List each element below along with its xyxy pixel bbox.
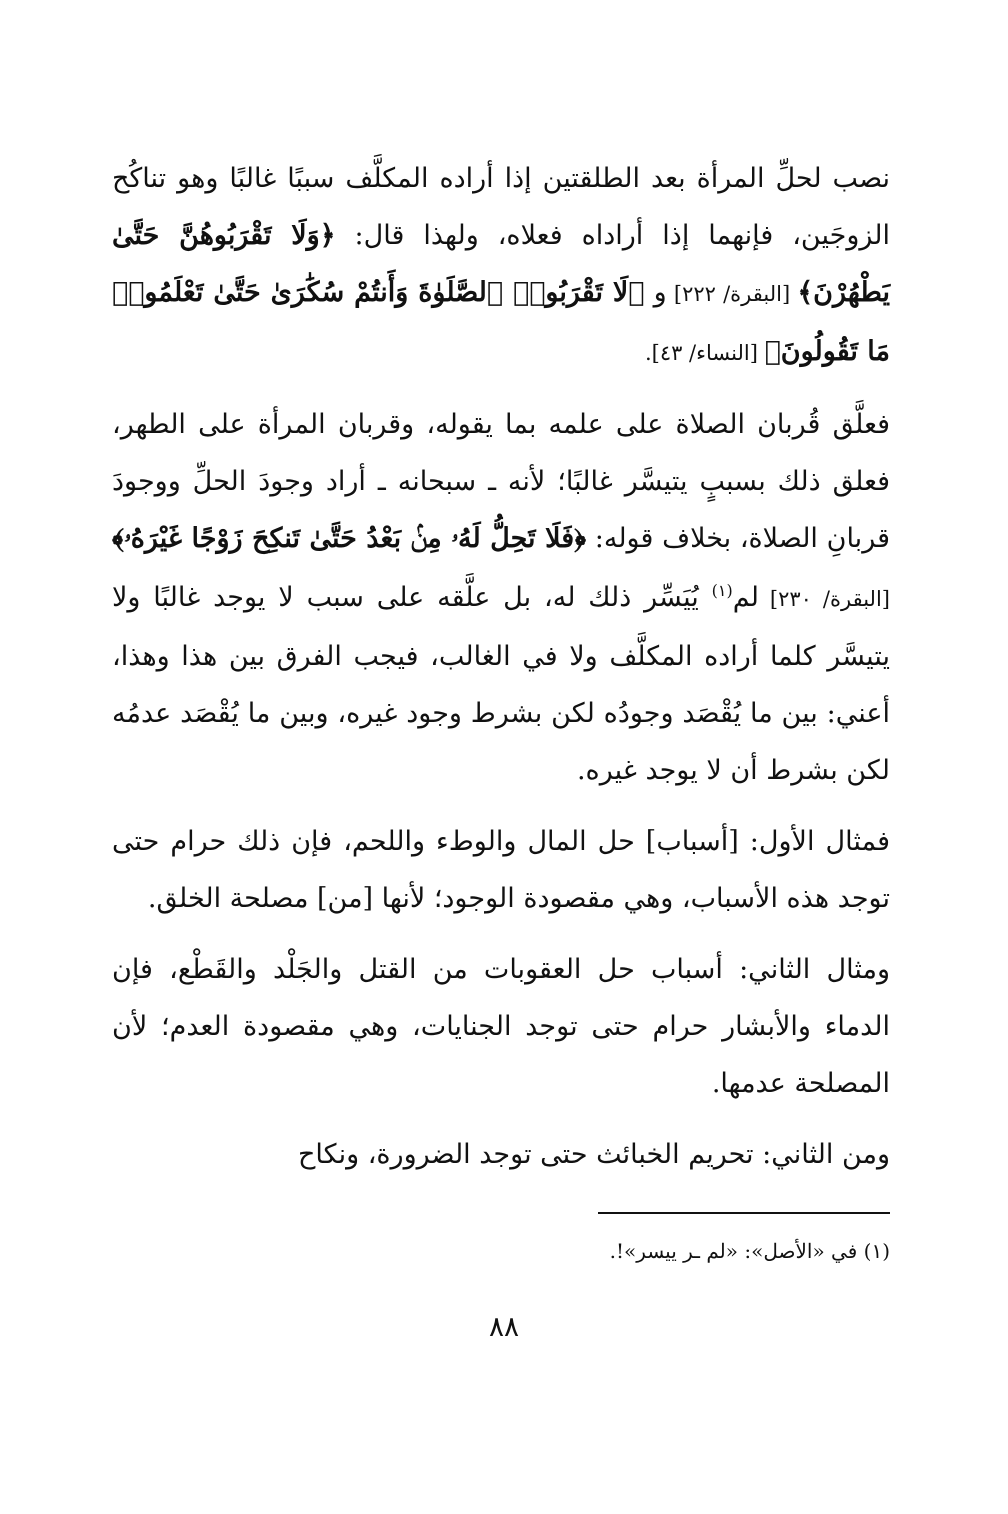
verse-reference-2: [النساء/ ٤٣]. xyxy=(644,341,765,365)
main-text xyxy=(112,150,890,1197)
footnote-divider xyxy=(598,1212,890,1214)
verse-reference-1: [البقرة/ ٢٢٢] xyxy=(666,282,798,306)
connector-text: و xyxy=(644,277,667,308)
paragraph-1 xyxy=(112,150,890,382)
paragraph-5: ومن الثاني: تحريم الخبائث حتى توجد الضرورة، ونكاح xyxy=(298,1139,890,1170)
paragraph-2-lead: فعلَّق قُربان الصلاة على علمه بما يقوله، وقربان المرأة على الطهر، فعلق ذلك بسببٍ يتيسَّر غالبًا؛ لأنه ـ سبحانه ـ أراد وجودَ الحلِّ ووجودَ قربانِ الصلاة، بخلاف قوله: xyxy=(112,409,890,554)
page-number: ٨٨ xyxy=(488,1310,520,1343)
paragraph-2-before-note: لم xyxy=(732,582,759,613)
paragraph-2 xyxy=(112,396,890,799)
quran-verse-3: ﴿فَلَا تَحِلُّ لَهُۥ مِنۢ بَعْدُ حَتَّىٰ تَنكِحَ زَوْجًا غَيْرَهُۥ﴾ xyxy=(112,523,587,554)
paragraph-3: فمثال الأول: [أسباب] حل المال والوطء واللحم، فإن ذلك حرام حتى توجد هذه الأسباب، وهي مقصودة الوجود؛ لأنها [من] مصلحة الخلق. xyxy=(112,826,890,914)
paragraph-4: ومثال الثاني: أسباب حل العقوبات من القتل والجَلْد والقَطْع، فإن الدماء والأبشار حرام حتى توجد الجنايات، وهي مقصودة العدم؛ لأن المصلحة عدمها. xyxy=(112,954,890,1099)
paragraph-2-tail: يُيَسِّر ذلك له، بل علَّقه على سبب لا يوجد غالبًا ولا يتيسَّر كلما أراده المكلَّف ولا في الغالب، فيجب الفرق بين هذا وهذا، أعني: بين ما يُقْصَد وجودُه لكن بشرط وجود غيره، وبين ما يُقْصَد عدمُه لكن بشرط أن لا يوجد غيره. xyxy=(112,582,890,786)
footnote: (١) في «الأصل»: «لم ـر ييسر»!. xyxy=(609,1239,890,1263)
verse-reference-3: [البقرة/ ٢٣٠] xyxy=(758,587,890,611)
quran-verse-2: ﴿لَا تَقْرَبُوا۟ ٱلصَّلَوٰةَ وَأَنتُمْ سُكَٰرَىٰ حَتَّىٰ تَعْلَمُوا۟ مَا تَقُولُونَ﴾ xyxy=(112,277,890,367)
footnote-marker: (١) xyxy=(711,581,733,600)
quran-verse-1: ﴿وَلَا تَقْرَبُوهُنَّ حَتَّىٰ يَطْهُرْنَ﴾ xyxy=(112,220,891,308)
paragraph-1-lead: نصب لحلِّ المرأة بعد الطلقتين إذا أراده المكلَّف سببًا غالبًا وهو تناكُح الزوجَين، فإنهما إذا أراداه فعلاه، ولهذا قال: xyxy=(112,163,890,251)
